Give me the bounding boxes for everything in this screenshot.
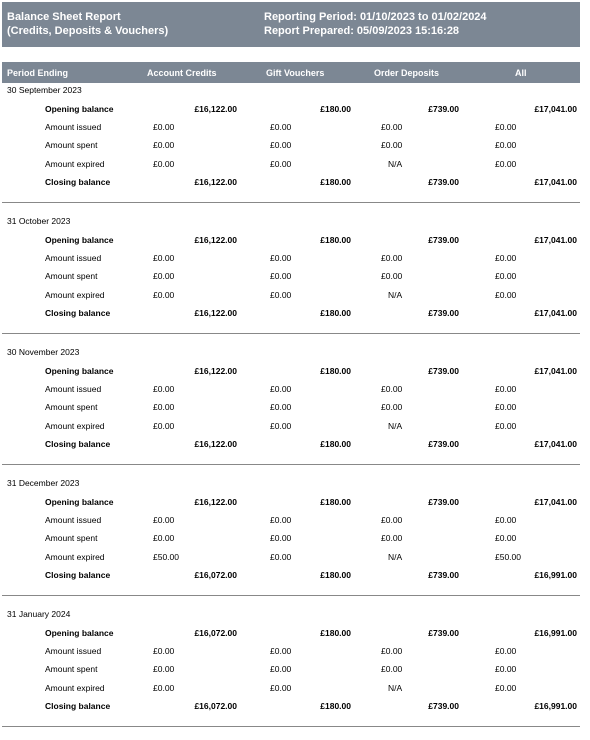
row-label: Amount expired xyxy=(45,683,105,693)
credits-value: £0.00 xyxy=(153,271,175,281)
deposits-value: N/A xyxy=(388,290,403,300)
credits-value: £16,122.00 xyxy=(194,235,237,245)
deposits-value: £739.00 xyxy=(428,104,459,114)
section-divider xyxy=(2,464,580,465)
all-value: £17,041.00 xyxy=(534,308,577,318)
credits-value: £0.00 xyxy=(153,159,175,169)
all-value: £17,041.00 xyxy=(534,497,577,507)
vouchers-value: £0.00 xyxy=(270,552,292,562)
all-value: £0.00 xyxy=(495,515,517,525)
credits-value: £16,122.00 xyxy=(194,497,237,507)
period-section xyxy=(2,478,580,609)
vouchers-value: £0.00 xyxy=(270,122,292,132)
all-value: £0.00 xyxy=(495,664,517,674)
deposits-value: £0.00 xyxy=(381,253,403,263)
row-label: Amount issued xyxy=(45,515,102,525)
col-gift-vouchers: Gift Vouchers xyxy=(266,68,325,78)
credits-value: £0.00 xyxy=(153,122,175,132)
vouchers-value: £0.00 xyxy=(270,515,292,525)
deposits-value: £739.00 xyxy=(428,570,459,580)
vouchers-value: £180.00 xyxy=(320,177,351,187)
deposits-value: £739.00 xyxy=(428,308,459,318)
section-divider xyxy=(2,595,580,596)
row-label: Closing balance xyxy=(45,177,111,187)
deposits-value: £0.00 xyxy=(381,384,403,394)
period-section xyxy=(2,85,580,216)
row-label: Amount spent xyxy=(45,140,98,150)
all-value: £17,041.00 xyxy=(534,235,577,245)
deposits-value: £739.00 xyxy=(428,439,459,449)
row-label: Amount issued xyxy=(45,384,102,394)
period-section xyxy=(2,347,580,478)
deposits-value: £739.00 xyxy=(428,366,459,376)
row-label: Amount spent xyxy=(45,271,98,281)
row-label: Closing balance xyxy=(45,439,111,449)
all-value: £0.00 xyxy=(495,421,517,431)
col-all: All xyxy=(515,68,527,78)
row-label: Amount issued xyxy=(45,253,102,263)
credits-value: £0.00 xyxy=(153,646,175,656)
row-label: Amount spent xyxy=(45,664,98,674)
row-label: Amount issued xyxy=(45,122,102,132)
all-value: £0.00 xyxy=(495,384,517,394)
vouchers-value: £0.00 xyxy=(270,271,292,281)
deposits-value: £0.00 xyxy=(381,271,403,281)
deposits-value: N/A xyxy=(388,683,403,693)
deposits-value: £0.00 xyxy=(381,664,403,674)
period-date: 31 December 2023 xyxy=(7,478,80,488)
all-value: £17,041.00 xyxy=(534,439,577,449)
reporting-period: Reporting Period: 01/10/2023 to 01/02/2024 xyxy=(264,11,487,23)
vouchers-value: £180.00 xyxy=(320,308,351,318)
credits-value: £0.00 xyxy=(153,384,175,394)
all-value: £0.00 xyxy=(495,290,517,300)
vouchers-value: £180.00 xyxy=(320,497,351,507)
credits-value: £50.00 xyxy=(153,552,179,562)
vouchers-value: £180.00 xyxy=(320,439,351,449)
vouchers-value: £0.00 xyxy=(270,159,292,169)
report-title-line1: Balance Sheet Report xyxy=(7,11,121,23)
all-value: £0.00 xyxy=(495,159,517,169)
vouchers-value: £180.00 xyxy=(320,628,351,638)
all-value: £0.00 xyxy=(495,122,517,132)
credits-value: £0.00 xyxy=(153,140,175,150)
all-value: £17,041.00 xyxy=(534,177,577,187)
row-label: Amount issued xyxy=(45,646,102,656)
all-value: £0.00 xyxy=(495,533,517,543)
all-value: £0.00 xyxy=(495,140,517,150)
report-title xyxy=(7,10,168,38)
section-divider xyxy=(2,333,580,334)
row-label: Amount expired xyxy=(45,290,105,300)
row-label: Opening balance xyxy=(45,235,114,245)
deposits-value: £0.00 xyxy=(381,515,403,525)
vouchers-value: £0.00 xyxy=(270,533,292,543)
period-date: 30 September 2023 xyxy=(7,85,82,95)
col-period-ending: Period Ending xyxy=(7,68,69,78)
all-value: £0.00 xyxy=(495,271,517,281)
credits-value: £16,122.00 xyxy=(194,439,237,449)
all-value: £0.00 xyxy=(495,253,517,263)
all-value: £50.00 xyxy=(495,552,521,562)
vouchers-value: £180.00 xyxy=(320,104,351,114)
row-label: Closing balance xyxy=(45,308,111,318)
deposits-value: £739.00 xyxy=(428,177,459,187)
column-header-row xyxy=(2,62,580,83)
all-value: £17,041.00 xyxy=(534,366,577,376)
deposits-value: £0.00 xyxy=(381,402,403,412)
deposits-value: £739.00 xyxy=(428,701,459,711)
period-section xyxy=(2,609,580,740)
deposits-value: £739.00 xyxy=(428,235,459,245)
period-section xyxy=(2,216,580,347)
row-label: Closing balance xyxy=(45,701,111,711)
row-label: Opening balance xyxy=(45,497,114,507)
all-value: £0.00 xyxy=(495,683,517,693)
deposits-value: N/A xyxy=(388,552,403,562)
credits-value: £0.00 xyxy=(153,664,175,674)
col-order-deposits: Order Deposits xyxy=(374,68,440,78)
vouchers-value: £180.00 xyxy=(320,366,351,376)
period-date: 30 November 2023 xyxy=(7,347,80,357)
period-date: 31 October 2023 xyxy=(7,216,71,226)
row-label: Opening balance xyxy=(45,104,114,114)
vouchers-value: £180.00 xyxy=(320,570,351,580)
vouchers-value: £0.00 xyxy=(270,421,292,431)
row-label: Amount expired xyxy=(45,552,105,562)
credits-value: £16,072.00 xyxy=(194,570,237,580)
deposits-value: £0.00 xyxy=(381,140,403,150)
deposits-value: £0.00 xyxy=(381,122,403,132)
row-label: Amount expired xyxy=(45,159,105,169)
credits-value: £0.00 xyxy=(153,533,175,543)
vouchers-value: £0.00 xyxy=(270,664,292,674)
deposits-value: £0.00 xyxy=(381,646,403,656)
credits-value: £0.00 xyxy=(153,421,175,431)
period-date: 31 January 2024 xyxy=(7,609,71,619)
all-value: £17,041.00 xyxy=(534,104,577,114)
vouchers-value: £0.00 xyxy=(270,253,292,263)
credits-value: £16,122.00 xyxy=(194,366,237,376)
deposits-value: N/A xyxy=(388,159,403,169)
all-value: £16,991.00 xyxy=(534,701,577,711)
credits-value: £0.00 xyxy=(153,515,175,525)
report-title-line2: (Credits, Deposits & Vouchers) xyxy=(7,25,169,37)
row-label: Amount spent xyxy=(45,402,98,412)
vouchers-value: £180.00 xyxy=(320,701,351,711)
vouchers-value: £0.00 xyxy=(270,140,292,150)
vouchers-value: £0.00 xyxy=(270,290,292,300)
row-label: Amount spent xyxy=(45,533,98,543)
credits-value: £16,072.00 xyxy=(194,628,237,638)
vouchers-value: £0.00 xyxy=(270,402,292,412)
report-meta xyxy=(264,10,487,38)
all-value: £16,991.00 xyxy=(534,628,577,638)
row-label: Closing balance xyxy=(45,570,111,580)
col-account-credits: Account Credits xyxy=(147,68,217,78)
credits-value: £16,072.00 xyxy=(194,701,237,711)
all-value: £16,991.00 xyxy=(534,570,577,580)
report-header xyxy=(2,2,580,47)
deposits-value: £0.00 xyxy=(381,533,403,543)
credits-value: £16,122.00 xyxy=(194,177,237,187)
vouchers-value: £0.00 xyxy=(270,683,292,693)
section-divider xyxy=(2,202,580,203)
deposits-value: £739.00 xyxy=(428,497,459,507)
credits-value: £16,122.00 xyxy=(194,308,237,318)
vouchers-value: £0.00 xyxy=(270,646,292,656)
deposits-value: £739.00 xyxy=(428,628,459,638)
section-divider xyxy=(2,726,580,727)
row-label: Opening balance xyxy=(45,628,114,638)
credits-value: £0.00 xyxy=(153,683,175,693)
row-label: Amount expired xyxy=(45,421,105,431)
vouchers-value: £0.00 xyxy=(270,384,292,394)
credits-value: £0.00 xyxy=(153,253,175,263)
row-label: Opening balance xyxy=(45,366,114,376)
report-prepared: Report Prepared: 05/09/2023 15:16:28 xyxy=(264,25,460,37)
vouchers-value: £180.00 xyxy=(320,235,351,245)
credits-value: £0.00 xyxy=(153,402,175,412)
deposits-value: N/A xyxy=(388,421,403,431)
credits-value: £16,122.00 xyxy=(194,104,237,114)
all-value: £0.00 xyxy=(495,646,517,656)
all-value: £0.00 xyxy=(495,402,517,412)
credits-value: £0.00 xyxy=(153,290,175,300)
